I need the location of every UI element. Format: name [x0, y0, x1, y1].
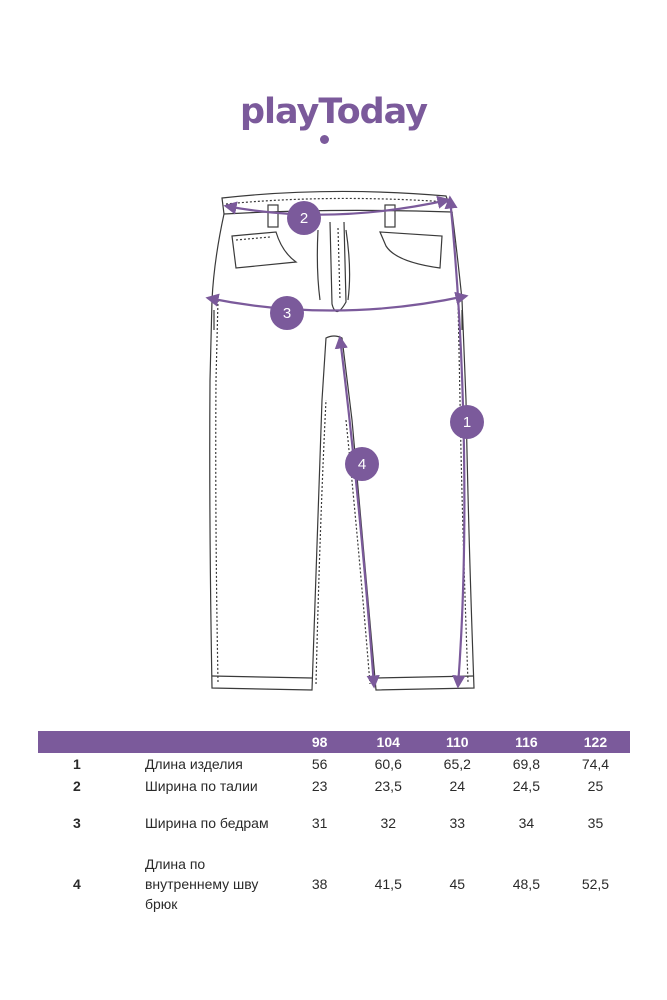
table-cell: 45 — [449, 876, 466, 892]
table-cell: 38 — [311, 876, 328, 892]
header-cell-empty — [145, 731, 286, 753]
row-label: Ширина по талии — [144, 778, 258, 794]
header-cell-empty — [38, 731, 145, 753]
marker-label-4: 4 — [357, 456, 367, 473]
header-size-104: 104 — [354, 731, 423, 753]
size-table-header — [38, 731, 630, 753]
marker-label-3: 3 — [282, 305, 292, 322]
size-table — [38, 731, 630, 919]
row-label: Длина по внутреннему шву брюк — [144, 856, 259, 912]
table-cell: 33 — [449, 815, 466, 831]
marker-badge-1 — [450, 405, 484, 439]
table-row — [38, 849, 630, 919]
measure-line-length — [450, 198, 464, 686]
marker-badge-4 — [345, 447, 379, 481]
table-cell: 24,5 — [512, 778, 540, 794]
measurement-lines — [208, 198, 466, 686]
table-row — [38, 775, 630, 797]
table-row — [38, 797, 630, 849]
header-size-116: 116 — [492, 731, 561, 753]
row-label: Ширина по бедрам — [144, 815, 269, 831]
table-row — [38, 753, 630, 775]
table-cell: 34 — [518, 815, 535, 831]
table-cell: 24 — [449, 778, 466, 794]
marker-label-1: 1 — [462, 414, 472, 431]
row-label: Длина изделия — [144, 756, 243, 772]
header-size-122: 122 — [561, 731, 630, 753]
header-size-98: 98 — [286, 731, 354, 753]
table-cell: 52,5 — [581, 876, 610, 892]
marker-badge-3 — [270, 296, 304, 330]
header-size-110: 110 — [423, 731, 492, 753]
measure-line-hips — [208, 296, 466, 311]
marker-label-2: 2 — [299, 210, 309, 227]
row-number: 3 — [73, 815, 81, 831]
table-cell: 35 — [587, 815, 604, 831]
measure-line-inseam — [340, 338, 374, 686]
row-number: 4 — [73, 876, 81, 892]
brand-logo-text: playToday — [239, 92, 428, 132]
table-cell: 74,4 — [581, 756, 610, 772]
table-cell: 69,8 — [512, 756, 540, 772]
table-cell: 65,2 — [443, 756, 471, 772]
table-cell: 31 — [311, 815, 328, 831]
table-cell: 25 — [587, 778, 604, 794]
table-cell: 48,5 — [512, 876, 540, 892]
table-cell: 23 — [311, 778, 328, 794]
pants-outline — [210, 191, 474, 690]
row-number: 2 — [73, 778, 81, 794]
table-cell: 60,6 — [374, 756, 402, 772]
marker-badge-2 — [287, 201, 321, 235]
table-cell: 41,5 — [374, 876, 402, 892]
table-cell: 23,5 — [374, 778, 402, 794]
row-number: 1 — [73, 756, 81, 772]
table-cell: 32 — [380, 815, 397, 831]
table-cell: 56 — [311, 756, 328, 772]
